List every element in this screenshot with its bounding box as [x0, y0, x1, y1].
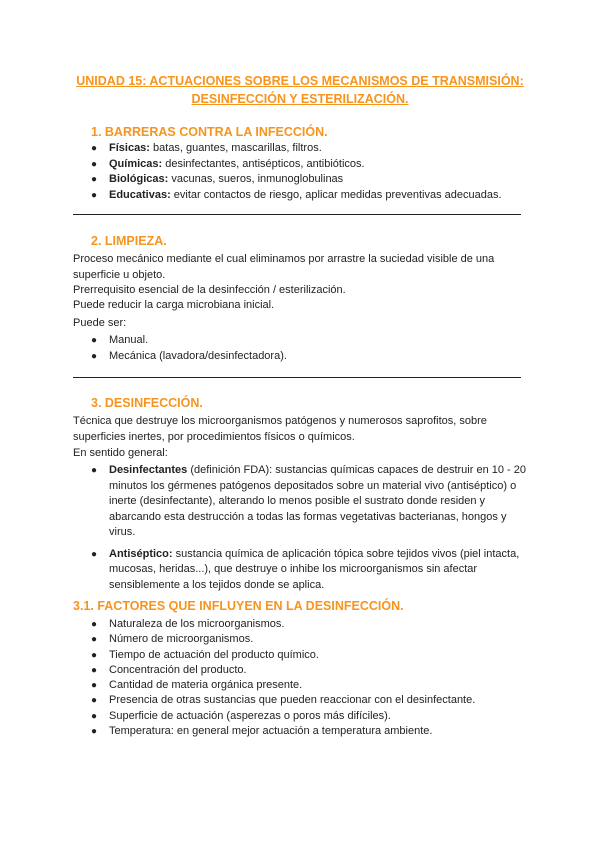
bullet-icon: ●: [91, 726, 98, 738]
bullet-icon: ●: [91, 548, 98, 560]
section-2-paragraph: Puede ser:: [73, 317, 127, 329]
bullet-icon: ●: [91, 143, 98, 154]
bullet-icon: ●: [91, 664, 98, 676]
bullet-icon: ●: [91, 189, 98, 201]
divider: [73, 377, 521, 378]
list-item: ● Concentración del producto.: [73, 663, 533, 678]
section-1-list: [73, 141, 533, 203]
list-item: ● Químicas: desinfectantes, antisépticos, antibióticos.: [73, 157, 533, 173]
list-item: ● Cantidad de materia orgánica presente.: [73, 678, 533, 693]
section-2-list: [73, 333, 533, 364]
bullet-icon: ●: [91, 619, 98, 630]
list-item: ● Temperatura: en general mejor actuación a temperatura ambiente.: [73, 724, 533, 739]
list-item: ● Mecánica (lavadora/desinfectadora).: [73, 349, 533, 365]
list-item: ● Antiséptico: sustancia química de aplicación tópica sobre tejidos vivos (piel intacta, mucosas, heridas...), que destruye o inhibe los microorganismos sin afectar sensiblemente a los tejidos donde se aplica.: [91, 547, 520, 591]
bullet-icon: ●: [91, 710, 98, 722]
section-2-heading: 2. LIMPIEZA.: [91, 234, 167, 248]
document-title: [70, 72, 530, 108]
list-item: ● Naturaleza de los microorganismos.: [73, 617, 533, 632]
bullet-icon: ●: [91, 350, 98, 362]
list-item: ● Tiempo de actuación del producto químico.: [73, 648, 533, 663]
bullet-icon: ●: [91, 158, 98, 170]
bullet-icon: ●: [91, 680, 98, 692]
section-3-1-list: [73, 617, 533, 739]
bullet-icon: ●: [91, 174, 98, 185]
bullet-icon: ●: [91, 649, 98, 661]
section-2-paragraph: Proceso mecánico mediante el cual eliminamos por arrastre la suciedad visible de una superficie u objeto.: [73, 253, 495, 281]
section-3-list: [73, 463, 533, 593]
section-3-heading: 3. DESINFECCIÓN.: [91, 396, 203, 410]
list-item: ● Físicas: batas, guantes, mascarillas, filtros.: [73, 141, 533, 157]
list-item: ● Manual.: [73, 333, 533, 349]
section-1-heading: 1. BARRERAS CONTRA LA INFECCIÓN.: [91, 125, 328, 139]
bullet-icon: ●: [91, 465, 98, 476]
bullet-icon: ●: [91, 335, 98, 346]
divider: [73, 214, 521, 215]
list-item: ● Desinfectantes (definición FDA): sustancias químicas capaces de destruir en 10 - 20 minutos los gérmenes patógenos depositados sobre un material vivo (antiséptico) o inerte (desinfectante), alterando lo menos posible el sustrato donde residen y abarcando esta destrucción a todas las formas vegetativas bacterianas, hongos y virus.: [91, 464, 526, 538]
list-item: ● Educativas: evitar contactos de riesgo, aplicar medidas preventivas adecuadas.: [73, 188, 533, 204]
title-line-2: DESINFECCIÓN Y ESTERILIZACIÓN.: [191, 92, 409, 106]
list-item: ● Superficie de actuación (asperezas o poros más difíciles).: [73, 709, 533, 724]
list-item: ● Número de microorganismos.: [73, 632, 533, 647]
bullet-icon: ●: [91, 695, 98, 707]
section-2-paragraph: Puede reducir la carga microbiana inicial.: [73, 299, 275, 311]
section-3-paragraph: En sentido general:: [73, 447, 168, 459]
section-3-paragraph: Técnica que destruye los microorganismos patógenos y numerosos saprofitos, sobre superficies inertes, por procedimientos físicos o químicos.: [73, 415, 487, 443]
title-line-1: UNIDAD 15: ACTUACIONES SOBRE LOS MECANISMOS DE TRANSMISIÓN:: [76, 74, 524, 88]
list-item: ● Presencia de otras sustancias que pueden reaccionar con el desinfectante.: [73, 693, 533, 708]
list-item: ● Biológicas: vacunas, sueros, inmunoglobulinas: [73, 172, 533, 188]
section-2-paragraph: Prerrequisito esencial de la desinfección / esterilización.: [73, 284, 346, 296]
section-3-1-heading: 3.1. FACTORES QUE INFLUYEN EN LA DESINFECCIÓN.: [73, 599, 404, 613]
bullet-icon: ●: [91, 634, 98, 646]
